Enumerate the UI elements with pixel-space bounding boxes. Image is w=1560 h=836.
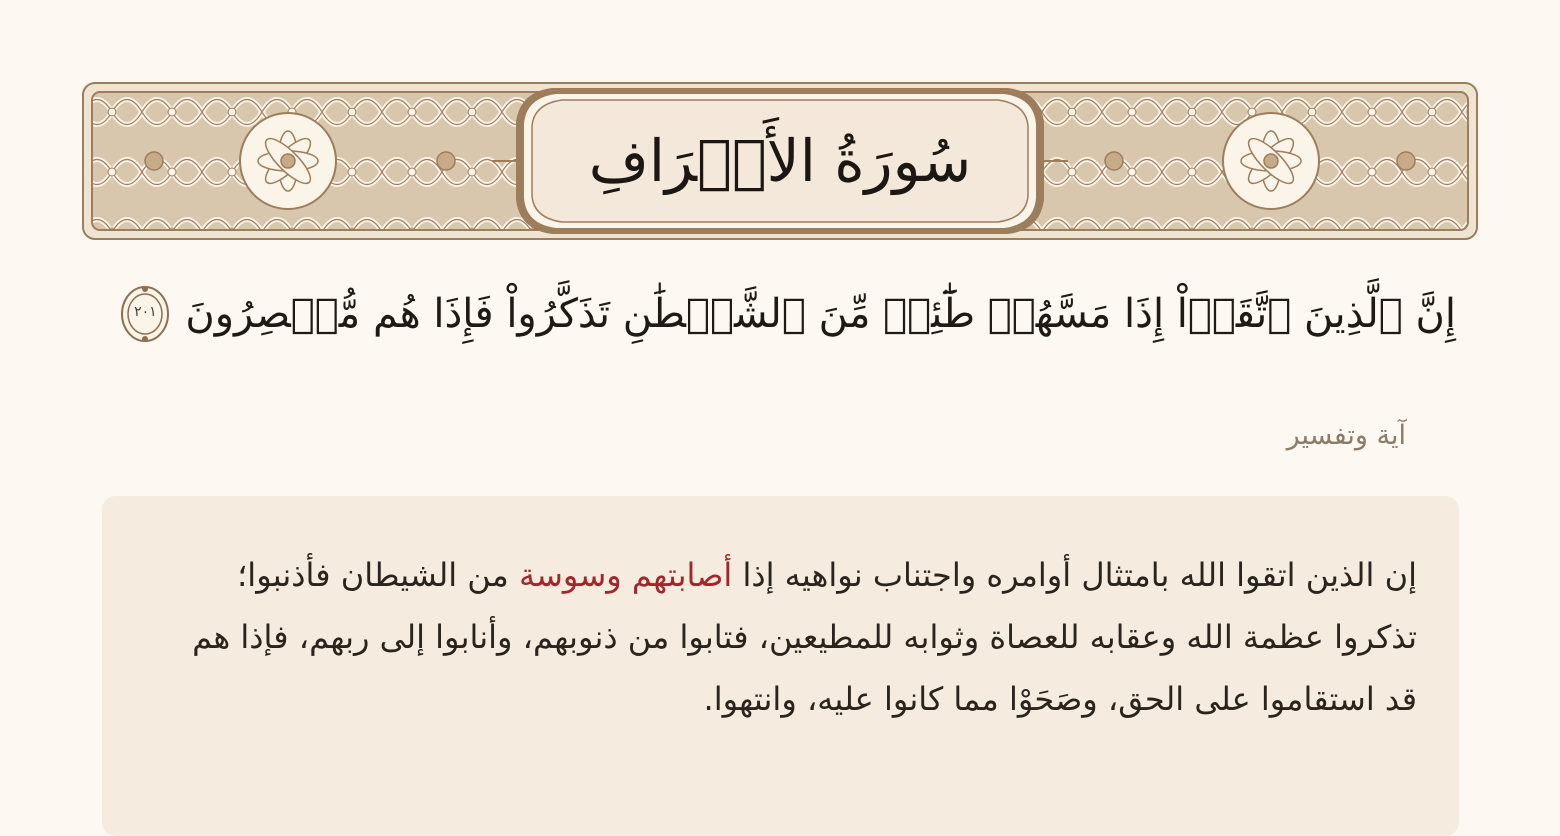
verse-text[interactable]: إِنَّ ٱلَّذِينَ ٱتَّقَوۡاْ إِذَا مَسَّهُمۡ طَٰٓئِفٞ مِّنَ ٱلشَّيۡطَٰنِ تَذَكَّرُواْ فَإِذَا هُم مُّبۡصِرُونَ: [185, 291, 1456, 337]
tafsir-card: [102, 496, 1459, 836]
verse-line: [96, 274, 1456, 354]
tafsir-text[interactable]: [167, 544, 1417, 730]
tafsir-text-after: من الشيطان فأذنبوا؛ تذكروا عظمة الله وعقابه للعصاة وثوابه للمطيعين، فتابوا من ذنوبهم، وأنابوا إلى ربهم، فإذا هم قد استقاموا على الحق، وصَحَوْا مما كانوا عليه، وانتهوا.: [192, 556, 1417, 718]
surah-header-banner: [82, 82, 1478, 240]
section-label: آية وتفسير: [1286, 420, 1406, 451]
ayah-number: ٢٠١: [134, 304, 157, 320]
tafsir-highlight: أصابتهم وسوسة: [518, 556, 733, 594]
surah-title: سُورَةُ الأَعۡرَافِ: [588, 127, 972, 195]
ayah-end-marker: [119, 284, 171, 344]
tafsir-text-before: إن الذين اتقوا الله بامتثال أوامره واجتناب نواهيه إذا: [732, 556, 1417, 594]
